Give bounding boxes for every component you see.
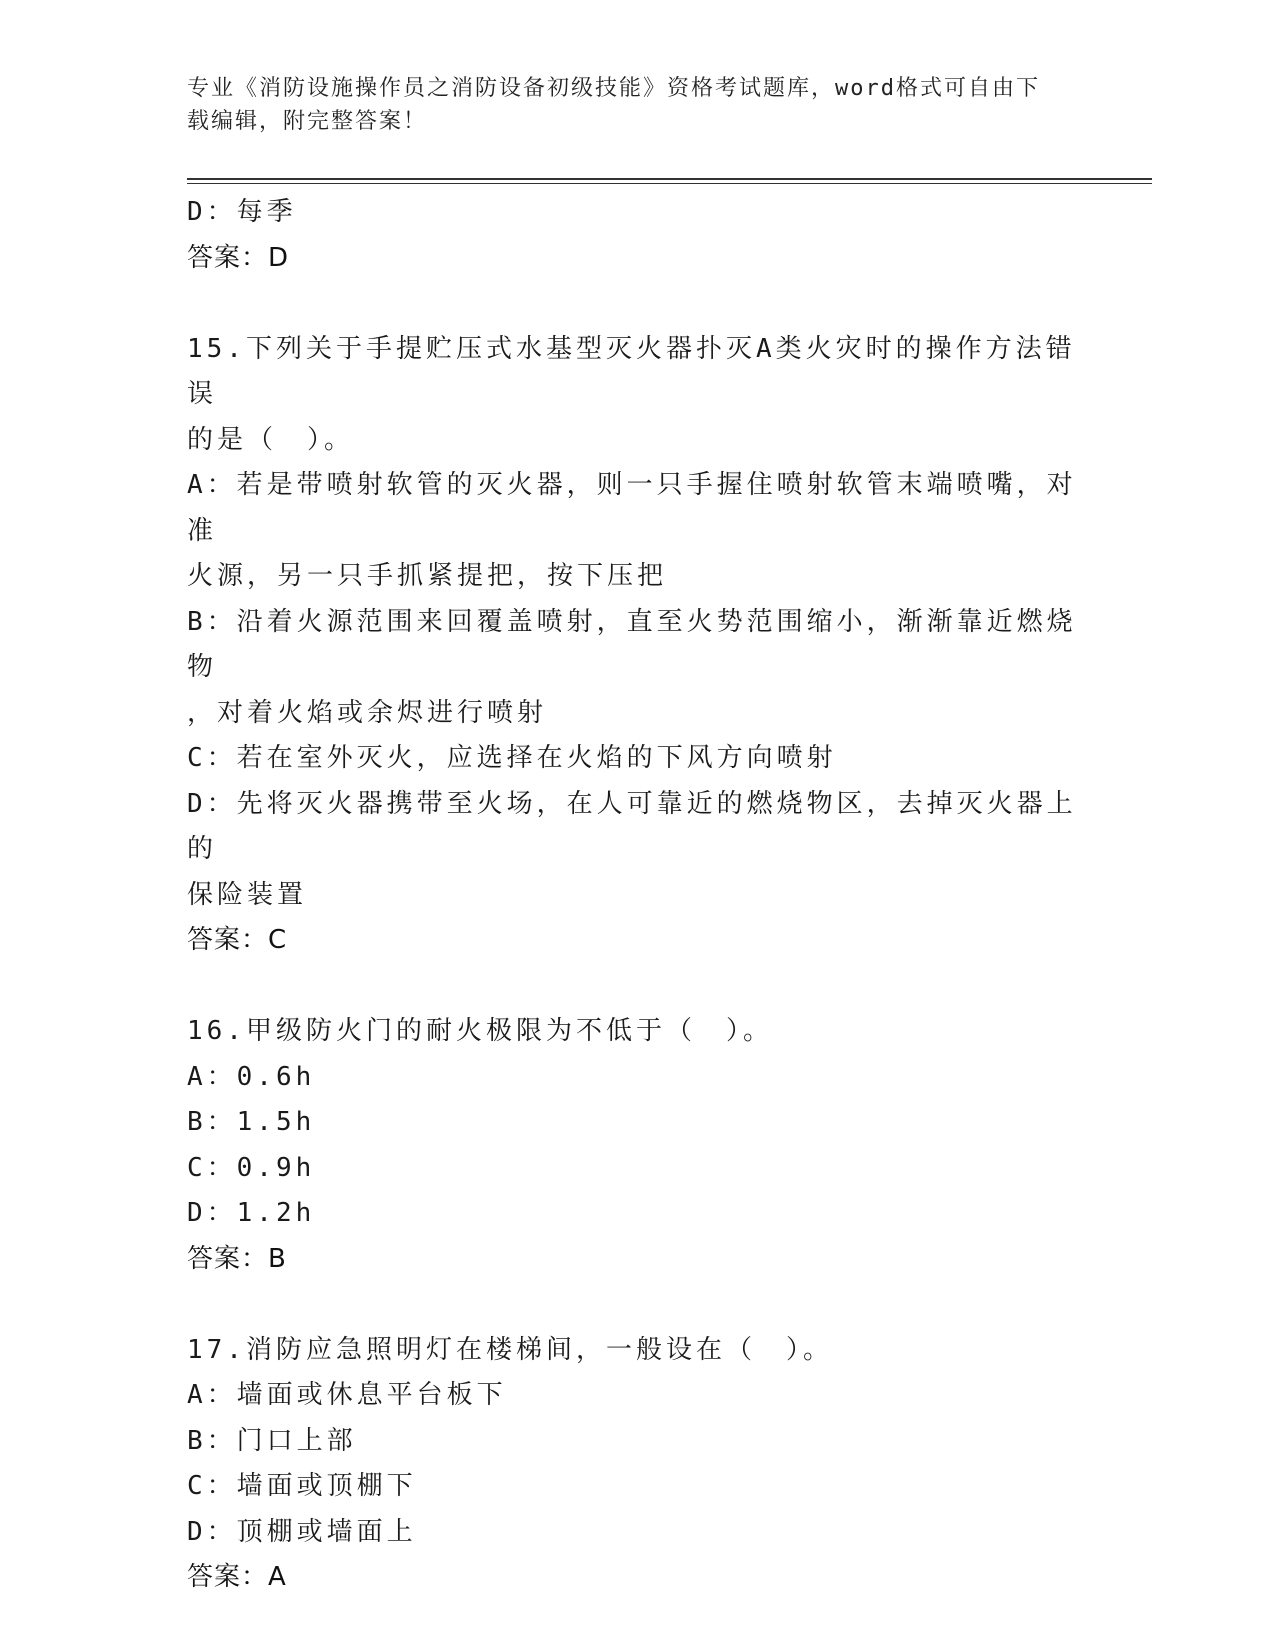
option-b-continued: ，对着火焰或余烬进行喷射 xyxy=(187,697,548,728)
spacer xyxy=(187,964,1087,1010)
option-d-continued: 保险装置 xyxy=(187,879,308,910)
question-stem: 15.下列关于手提贮压式水基型灭火器扑灭A类火灾时的操作方法错误 xyxy=(187,333,1076,409)
question-block-16 xyxy=(187,1009,1087,1282)
spacer xyxy=(187,281,1087,327)
question-stem: 16.甲级防火门的耐火极限为不低于（ ）。 xyxy=(187,1016,773,1046)
option-d: D：1.2h xyxy=(187,1198,316,1228)
page-header xyxy=(187,72,1087,138)
option-d: D：每季 xyxy=(187,197,297,227)
header-line-1: 专业《消防设施操作员之消防设备初级技能》资格考试题库，word格式可自由下 xyxy=(187,76,1040,101)
option-c: C：墙面或顶棚下 xyxy=(187,1471,417,1501)
answer-label: 答案：C xyxy=(187,925,288,955)
option-b: B：1.5h xyxy=(187,1107,316,1137)
question-stem-continued: 的是（ ）。 xyxy=(187,424,355,455)
option-c: C：0.9h xyxy=(187,1152,316,1183)
option-d: D：先将灭火器携带至火场，在人可靠近的燃烧物区，去掉灭火器上的 xyxy=(187,788,1077,864)
question-block-15 xyxy=(187,327,1087,964)
option-d: D：顶棚或墙面上 xyxy=(187,1516,417,1547)
header-line-2: 载编辑，附完整答案！ xyxy=(187,109,428,134)
question-list xyxy=(187,190,1087,1601)
option-b: B：门口上部 xyxy=(187,1425,357,1456)
option-a: A：墙面或休息平台板下 xyxy=(187,1380,507,1410)
header-divider-thick xyxy=(187,178,1152,180)
spacer xyxy=(187,1282,1087,1328)
option-c: C：若在室外灭火，应选择在火焰的下风方向喷射 xyxy=(187,743,837,773)
option-a-continued: 火源，另一只手抓紧提把，按下压把 xyxy=(187,561,668,591)
header-divider-thin xyxy=(187,183,1152,184)
answer-label: 答案：A xyxy=(187,1562,287,1592)
option-a: A：0.6h xyxy=(187,1061,316,1092)
option-a: A：若是带喷射软管的灭火器，则一只手握住喷射软管末端喷嘴，对准 xyxy=(187,470,1077,546)
question-block-prev xyxy=(187,190,1087,281)
question-stem: 17.消防应急照明灯在楼梯间，一般设在（ ）。 xyxy=(187,1334,833,1365)
answer-label: 答案：D xyxy=(187,242,290,273)
question-block-17 xyxy=(187,1328,1087,1601)
answer-label: 答案：B xyxy=(187,1243,287,1274)
option-b: B：沿着火源范围来回覆盖喷射，直至火势范围缩小，渐渐靠近燃烧物 xyxy=(187,606,1077,682)
